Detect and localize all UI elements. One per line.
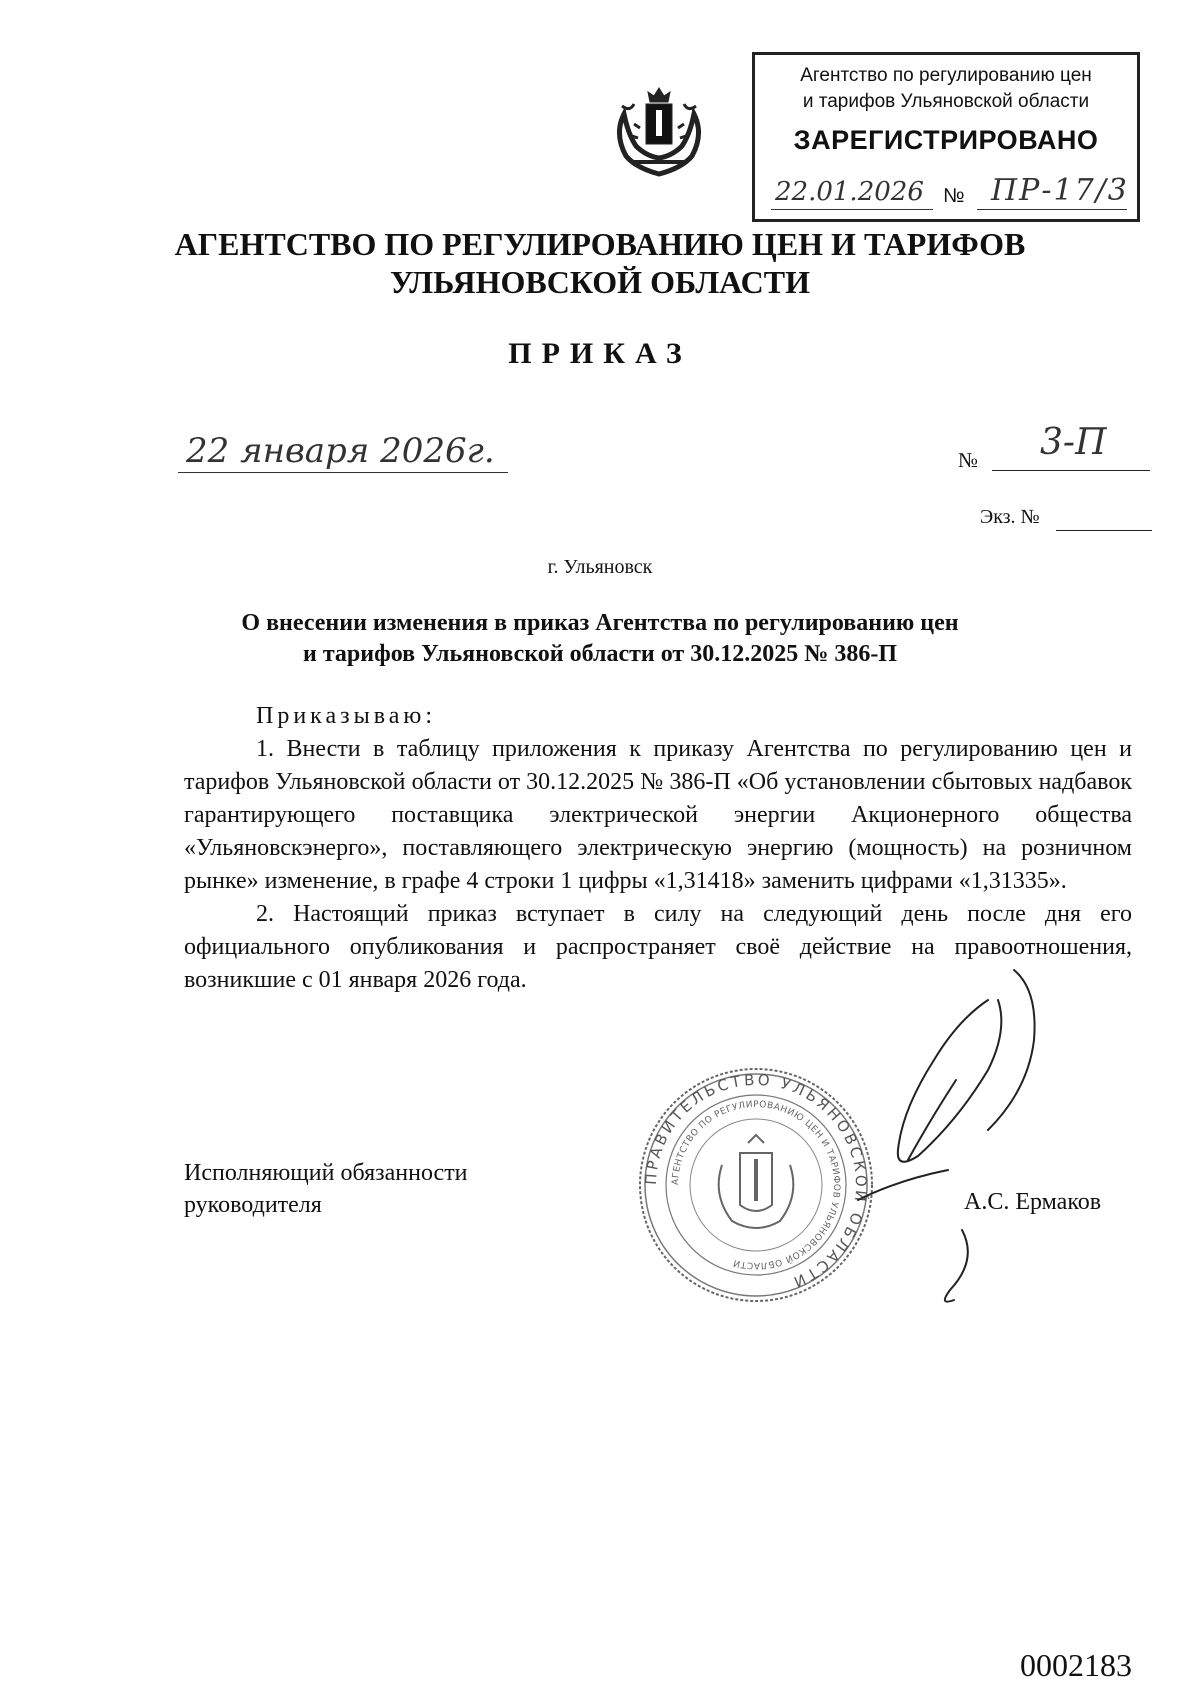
signer-position-line2: руководителя bbox=[184, 1192, 322, 1218]
subject-line2: и тарифов Ульяновской области от 30.12.2025 № 386-П bbox=[303, 641, 897, 667]
stamp-registered-title: ЗАРЕГИСТРИРОВАНО bbox=[793, 125, 1099, 155]
order-number-underline bbox=[992, 470, 1150, 471]
stamp-registration-number: ПР-17/3 bbox=[991, 173, 1129, 208]
signer-position-line1: Исполняющий обязанности bbox=[184, 1160, 468, 1186]
stamp-number-underline bbox=[977, 209, 1127, 210]
agency-title-line2: УЛЬЯНОВСКОЙ ОБЛАСТИ bbox=[389, 264, 811, 300]
seal-outer-text: ПРАВИТЕЛЬСТВО УЛЬЯНОВСКОЙ ОБЛАСТИ bbox=[641, 1070, 871, 1293]
order-number: 3-П bbox=[1040, 422, 1107, 463]
stamp-registration-row bbox=[763, 173, 1129, 213]
order-subject bbox=[150, 608, 1050, 670]
stamp-agency-line1: Агентство по регулированию цен bbox=[800, 65, 1092, 86]
signer-name: А.С. Ермаков bbox=[964, 1189, 1102, 1215]
registration-stamp bbox=[752, 52, 1140, 222]
copy-number-underline bbox=[1056, 530, 1152, 531]
agency-title-line1: АГЕНТСТВО ПО РЕГУЛИРОВАНИЮ ЦЕН И ТАРИФОВ bbox=[174, 226, 1026, 262]
order-item-1: 1. Внести в таблицу приложения к приказу Агентства по регулированию цен и тарифов Ульяновской области от 30.12.2025 № 386-П «Об установлении сбытовых надбавок гарантирующего поставщика электрической энергии Акционерного общества «Ульяновскэнерго», поставляющего электрическую энергию (мощность) на розничном рынке» изменение, в графе 4 строки 1 цифры «1,31418» заменить цифрами «1,31335». bbox=[184, 736, 1132, 894]
order-date: 22 января 2026г. bbox=[186, 431, 495, 471]
order-number-label: № bbox=[958, 448, 979, 472]
seal-inner-text: АГЕНТСТВО ПО РЕГУЛИРОВАНИЮ ЦЕН И ТАРИФОВ УЛЬЯНОВСКОЙ ОБЛАСТИ bbox=[670, 1099, 842, 1271]
order-date-underline bbox=[178, 472, 508, 473]
city: г. Ульяновск bbox=[547, 556, 653, 578]
serial-number: 0002183 bbox=[1020, 1647, 1132, 1683]
copy-number-label: Экз. № bbox=[980, 506, 1040, 528]
order-body bbox=[184, 700, 1132, 997]
order-item-2: 2. Настоящий приказ вступает в силу на следующий день после дня его официального опубликования и распространяет своё действие на правоотношения, возникшие с 01 января 2026 года. bbox=[184, 901, 1132, 993]
stamp-agency-line2: и тарифов Ульяновской области bbox=[802, 91, 1090, 112]
handwritten-signature bbox=[838, 960, 1098, 1340]
stamp-number-label: № bbox=[943, 185, 965, 207]
orders-word: Приказываю: bbox=[256, 703, 436, 729]
coat-of-arms-icon bbox=[604, 84, 714, 180]
subject-line1: О внесении изменения в приказ Агентства по регулированию цен bbox=[241, 610, 959, 636]
stamp-registration-date: 22.01.2026 bbox=[775, 177, 924, 207]
document-type: ПРИКАЗ bbox=[508, 337, 692, 370]
signer-position bbox=[184, 1157, 468, 1221]
stamp-date-underline bbox=[771, 209, 933, 210]
